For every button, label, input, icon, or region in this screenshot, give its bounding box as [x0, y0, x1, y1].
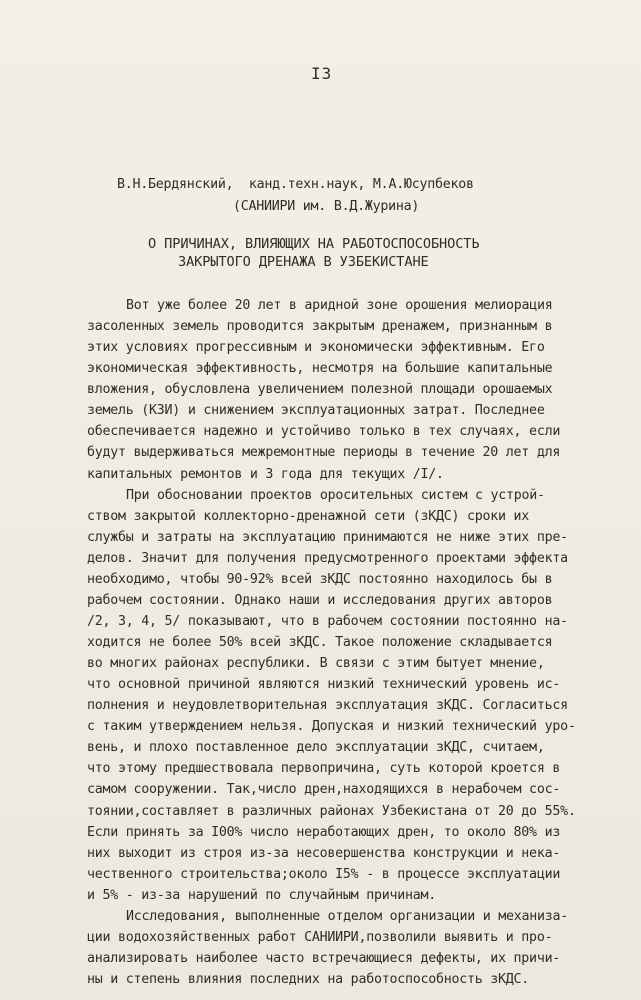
paragraph-line: вложения, обусловлена увеличением полезной площади орошаемых [87, 382, 553, 398]
paragraph-line: чественного строительства;около I5% - в процессе эксплуатации [87, 866, 561, 882]
paragraph-line: что этому предшествовала первопричина, суть которой кроется в [87, 761, 561, 777]
paragraph-line: При обосновании проектов оросительных систем с устрой- [126, 487, 545, 503]
title-line-2: ЗАКРЫТОГО ДРЕНАЖА В УЗБЕКИСТАНЕ [178, 254, 429, 270]
paragraph-line: и 5% - из-за нарушений по случайным причинам. [87, 887, 436, 903]
paragraph-line: анализировать наиболее часто встречающиеся дефекты, их причи- [87, 950, 561, 966]
paragraph-line: этих условиях прогрессивным и экономически эффективным. Его [87, 340, 545, 356]
paragraph-line: Если принять за I00% число неработающих дрен, то около 80% из [87, 824, 561, 840]
paragraph-line: что основной причиной являются низкий технический уровень ис- [87, 677, 561, 693]
paragraph-line: ходится не более 50% всей зКДС. Такое положение складывается [87, 635, 553, 650]
paragraph-line: земель (КЗИ) и снижением эксплуатационных затрат. Последнее [87, 403, 545, 419]
paragraph-line: будут выдерживаться межремонтные периоды в течение 20 лет для [87, 445, 561, 461]
paragraph-line: службы и затраты на эксплуатацию принимаются не ниже этих пре- [87, 529, 568, 545]
title-line-1: О ПРИЧИНАХ, ВЛИЯЮЩИХ НА РАБОТОСПОСОБНОСТЬ [148, 236, 480, 252]
paragraph-line: тоянии,составляет в различных районах Узбекистана от 20 до 55%. [87, 803, 576, 819]
institute-line: (САНИИРИ им. В.Д.Журина) [233, 199, 420, 214]
paragraph-line: них выходит из строя из-за несовершенства конструкции и нека- [87, 845, 561, 861]
paragraph-line: ции водохозяйственных работ САНИИРИ,позволили выявить и про- [87, 929, 553, 945]
page-number: I3 [311, 64, 333, 83]
paragraph-line: Вот уже более 20 лет в аридной зоне орошения мелиорация [126, 298, 553, 313]
paragraph-line: капитальных ремонтов и 3 года для текущих /I/. [87, 466, 444, 482]
paragraph-line: вень, и плохо поставленное дело эксплуатации зКДС, считаем, [87, 740, 545, 756]
paragraph-line: ны и степень влияния последних на работоспособность зКДС. [87, 972, 530, 987]
paragraph-line: экономическая эффективность, несмотря на большие капитальные [87, 361, 553, 377]
paragraph-line: /2, 3, 4, 5/ показывают, что в рабочем состоянии постоянно на- [87, 613, 568, 629]
authors-line: В.Н.Бердянский, канд.техн.наук, М.А.Юсупбеков [117, 177, 474, 192]
paragraph-line: засоленных земель проводится закрытым дренажем, признанным в [87, 319, 553, 335]
paragraph-line: необходимо, чтобы 90-92% всей зКДС постоянно находилось бы в [87, 571, 553, 587]
paragraph-line: полнения и неудовлетворительная эксплуатация зКДС. Согласиться [87, 698, 568, 714]
paragraph-line: ством закрытой коллекторно-дренажной сети (зКДС) сроки их [87, 508, 530, 524]
paragraph-line: обеспечивается надежно и устойчиво только в тех случаях, если [87, 424, 561, 440]
paragraph-line: делов. Значит для получения предусмотренного проектами эффекта [87, 550, 568, 566]
paragraph-line: с таким утверждением нельзя. Допуская и низкий технический уро- [87, 719, 576, 735]
paragraph-line: во многих районах республики. В связи с этим бытует мнение, [87, 656, 545, 672]
paragraph-line: Исследования, выполненные отделом организации и механиза- [126, 908, 569, 924]
paragraph-line: рабочем состоянии. Однако наши и исследования других авторов [87, 592, 553, 608]
paragraph-line: самом сооружении. Так,число дрен,находящихся в нерабочем сос- [87, 782, 561, 798]
